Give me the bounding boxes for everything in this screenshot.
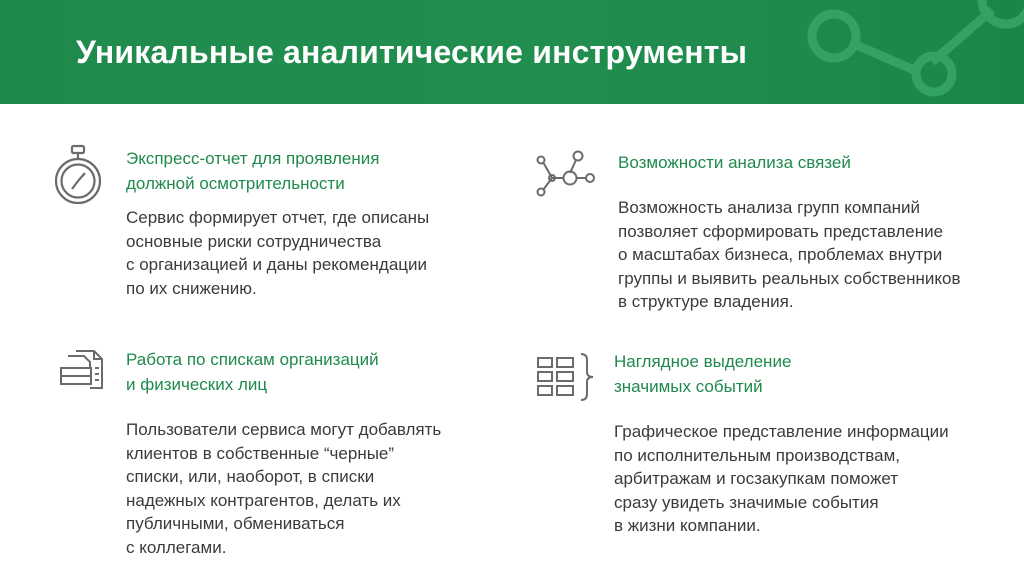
page-title: Уникальные аналитические инструменты (76, 34, 748, 70)
text-line: клиентов в собственные “черные” (126, 443, 395, 463)
text-line: публичными, обмениваться (126, 514, 345, 533)
feature-title-lists (126, 347, 379, 397)
title-line: значимых событий (614, 377, 763, 396)
header-bar (0, 0, 1024, 104)
documents-list-icon (58, 348, 108, 394)
title-line: и физических лиц (126, 375, 268, 394)
text-line: с коллегами. (126, 537, 227, 557)
text-line: позволяет сформировать представление (618, 221, 944, 241)
text-line: арбитражам и госзакупкам поможет (614, 469, 898, 488)
text-line: группы и выявить реальных собственников (618, 268, 961, 288)
network-decoration-icon (794, 0, 1024, 104)
feature-text-events (614, 420, 949, 538)
text-line: с организацией и даны рекомендации (126, 255, 428, 274)
feature-title-express-report (126, 146, 379, 196)
title-line: Экспресс-отчет для проявления (126, 149, 380, 168)
feature-text-relations (618, 196, 961, 314)
title-line: Работа по спискам организаций (126, 350, 379, 369)
text-line: о масштабах бизнеса, проблемах внутри (618, 245, 943, 264)
text-line: Сервис формирует отчет, где описаны (126, 208, 430, 227)
title-line: Наглядное выделение (614, 352, 792, 371)
text-line: списки, или, наоборот, в списки (126, 467, 375, 486)
title-line: Возможности анализа связей (618, 153, 851, 172)
feature-title-events (614, 349, 791, 399)
text-line: Возможность анализа групп компаний (618, 198, 921, 217)
text-line: основные риски сотрудничества (126, 231, 382, 251)
grouped-blocks-icon (536, 350, 598, 404)
feature-text-lists (126, 418, 441, 559)
text-line: надежных контрагентов, делать их (126, 490, 401, 510)
text-line: Графическое представление информации (614, 422, 949, 441)
network-nodes-icon (534, 148, 598, 198)
text-line: сразу увидеть значимые события (614, 492, 879, 512)
text-line: по их снижению. (126, 278, 257, 298)
text-line: в структуре владения. (618, 292, 794, 311)
text-line: Пользователи сервиса могут добавлять (126, 420, 442, 439)
feature-text-express-report (126, 206, 429, 300)
text-line: по исполнительным производствам, (614, 445, 900, 465)
feature-title-relations (618, 150, 851, 175)
text-line: в жизни компании. (614, 516, 761, 535)
title-line: должной осмотрительности (126, 174, 345, 193)
stopwatch-icon (52, 143, 104, 209)
